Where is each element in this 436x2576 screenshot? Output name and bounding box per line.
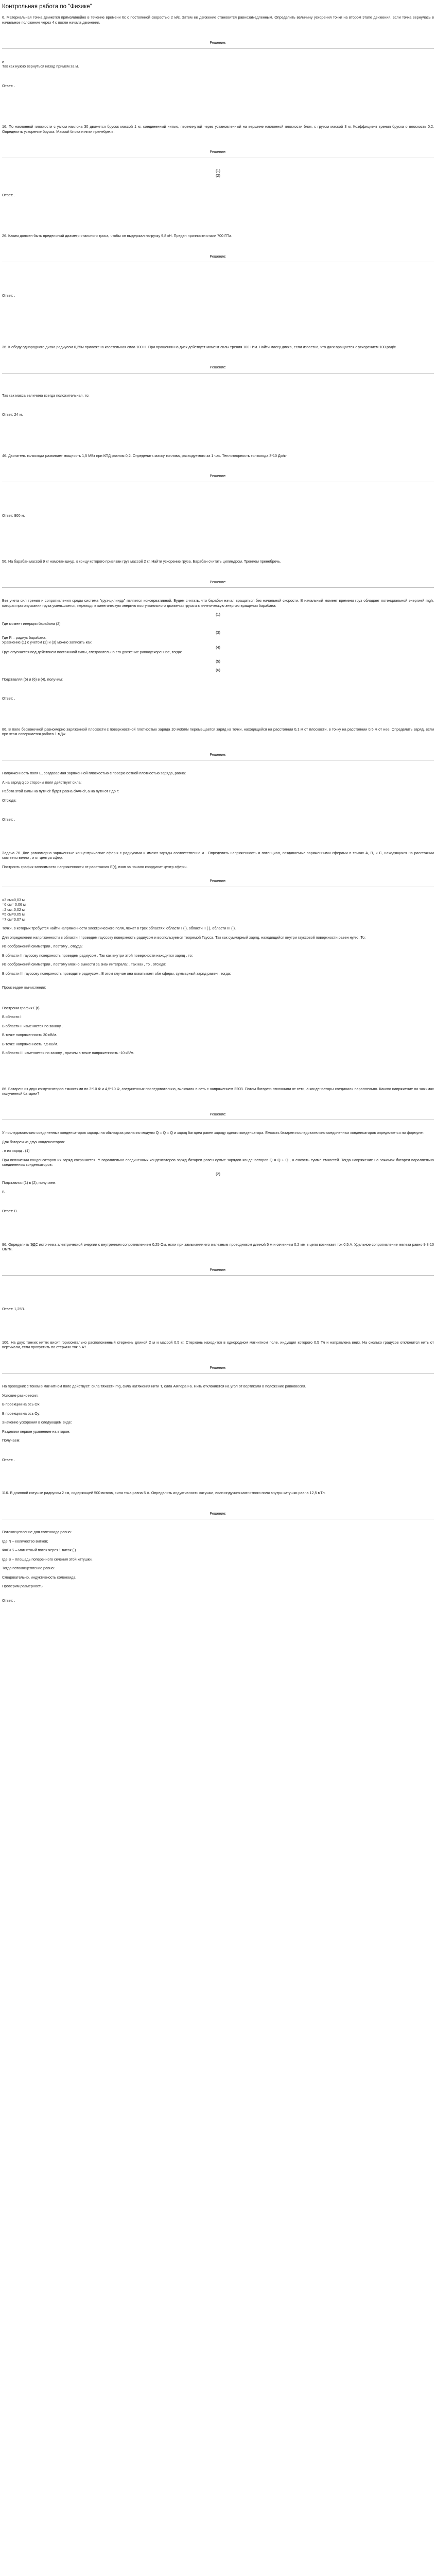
formula-line: (2)	[216, 173, 220, 178]
given-line: =3 см=0,03 м	[2, 897, 25, 902]
decision-label: Решение:	[210, 149, 226, 155]
decision-label: Решение:	[210, 473, 226, 479]
solution-line: А на заряд q со стороны поля действует сила:	[2, 779, 82, 785]
task-36	[2, 345, 434, 417]
answer-text: Ответ: .	[2, 696, 15, 701]
solution-line: В проекции на ось Ox:	[2, 1402, 41, 1407]
task-16	[2, 124, 434, 197]
solution-line: Φ=BⱠS – магнитный поток через 1 виток ( )	[2, 1548, 76, 1553]
given-line: =7 см=0,07 м	[2, 917, 25, 922]
task-text: 106. На двух тонких нитях висит горизонтально расположенный стержень длиной 2 м и массой 0,5 кг. Стержень находится в однородном магнитном поле, индукция которого 0,5 Тл и направлена вниз. На сколько градусов отклонится нить от вертикали, если пропустить по стержню ток 5 А?	[2, 1340, 435, 1350]
decision-label: Решение:	[210, 878, 226, 884]
solution-line: Произведем вычисления:	[2, 985, 46, 990]
solution-line: Получаем:	[2, 1438, 21, 1443]
task-76	[2, 851, 434, 1056]
solution-line: Где момент инерции барабана (2)	[2, 621, 61, 626]
solution-line: Без учета сил трения и сопротивления среды система "груз-цилиндр" является консервативной. Будем считать, что барабан начал вращаться без начальной скорости. В начальный момент времени груз обладает потенциальной энергией mgh, которая при опускании груза уменьшается, переходя в кинетическую энергию поступательного движения груза и в кинетическую энергию вращения барабана:	[2, 598, 435, 608]
formula-line: (1)	[216, 168, 220, 173]
solution-line: В области I:	[2, 1014, 23, 1020]
decision-label: Решение:	[210, 365, 226, 370]
solution-line: На проводник с током в магнитном поле действует: сила тяжести mg, сила натяжения нити T, сила Ампера Fa. Нить отклоняется на угол от вертикали в положение равновесия.	[2, 1384, 306, 1389]
solution-line: При включении конденсаторов их заряд сохраняется. У параллельно соединенных конденсаторов заряд батареи равен сумме зарядов конденсаторов Q = Q + Q , а емкость сумме емкостей. Тогда напряжение на зажимах батареи параллельно соединенных конденсаторов:	[2, 1157, 435, 1167]
solution-line: Подставляя (1) в (2), получаем:	[2, 1180, 57, 1185]
task-text: 116. В длинной катушке радиусом 2 см, содержащей 500 витков, сила тока равна 5 А. Определить индуктивность катушки, если индукция магнитного поля внутри катушки равна 12,5 мТл.	[2, 1490, 326, 1496]
solution-line: Где R – радиус барабана.	[2, 635, 46, 640]
decision-label: Решение:	[210, 579, 226, 584]
given-line: =5 см=0,05 м	[2, 912, 25, 917]
decision-label: Решение:	[210, 40, 226, 45]
answer-text: Ответ: .	[2, 817, 15, 822]
task-text: 56. На барабан массой 9 кг намотан шнур, к концу которого привязан груз массой 2 кг. Найти ускорение груза. Барабан считать цилиндром. Трением пренебречь.	[2, 559, 281, 564]
task-6	[2, 15, 434, 88]
task-text: 96. Определить ЭДС источника электрической энергии с внутренним сопротивлением 0,25 Ом, если при замыкании его железным проводником длиной 5 м и сечением 0,2 мм в цепи возникает ток 0,5 А. Удельное сопротивление железа равно 9,8·10 Ом*м.	[2, 1242, 435, 1252]
decision-label: Решение:	[210, 1267, 226, 1272]
task-text: Задача 76. Две равномерно заряженные концентрические сферы с радиусами и имеют заряды соответственно и . Определить напряженность и потенциал, создаваемые заряженными сферами в точках А, В, и С, находящихся на расстоянии соответственно , и от центра сфер.	[2, 850, 435, 860]
formula-line: (6)	[216, 668, 220, 673]
solution-line: Значение ускорения в следующем виде:	[2, 1420, 72, 1425]
answer-text: Ответ: .	[2, 1598, 15, 1603]
task-text: 36. К ободу однородного диска радиусом 0,25м приложена касательная сила 100 Н. При вращении на диск действует момент силы трения 100 Н*м. Найти массу диска, если известно, что диск вращается с ускорением 100 рад/с .	[2, 344, 398, 349]
solution-line: В точке напряженность 7,5 кВ/м.	[2, 1041, 58, 1046]
solution-line: Отсюда:	[2, 798, 16, 803]
solution-line: В .	[2, 1189, 7, 1194]
solution-line: Построить график зависимости напряженности от расстояния E(r), взяв за начало координат центр сферы.	[2, 864, 188, 869]
given-line: =2 см=0,02 м	[2, 907, 25, 912]
solution-line: Работа этой силы на пути dr будет равна dA=Fdr, а на пути от r до r:	[2, 789, 119, 794]
solution-line: Уравнение (1) с учетом (2) и (3) можно записать как:	[2, 640, 92, 645]
task-106	[2, 1340, 434, 1463]
formula-line: (5)	[216, 658, 220, 664]
solution-line: Из соображений симметрии , поэтому , откуда:	[2, 944, 83, 949]
solution-line: Следовательно, индуктивность соленоида:	[2, 1574, 77, 1580]
formula-line: (3)	[216, 630, 220, 635]
solution-line: Разделим первое уравнение на второе:	[2, 1429, 71, 1434]
solution-line: Подставляя (5) и (6) в (4), получим:	[2, 676, 63, 682]
answer-text: Ответ: .	[2, 293, 15, 298]
divider	[2, 587, 434, 588]
divider	[2, 1275, 434, 1276]
solution-line: Проверим размерность:	[2, 1584, 44, 1589]
task-86-capacitors	[2, 1087, 434, 1214]
solution-line: В проекции на ось Oy:	[2, 1411, 41, 1416]
given-line: =6 см= 0,06 м	[2, 902, 26, 907]
answer-text: Ответ: .	[2, 192, 15, 197]
divider	[2, 48, 434, 49]
solution-line: Построим график E(r).	[2, 1005, 41, 1010]
solution-line: Тогда потокосцепление равно:	[2, 1566, 55, 1571]
decision-label: Решение:	[210, 1365, 226, 1370]
task-46	[2, 453, 434, 518]
divider	[2, 1373, 434, 1374]
solution-line: где N – количество витков;	[2, 1538, 48, 1544]
solution-line: У последовательно соединенных конденсаторов заряды на обкладках равны по модулю Q = Q = Q и заряд батареи равен заряду одного конденсатора. Емкость батареи последовательно соединенных конденсаторов определяется по формуле:	[2, 1130, 424, 1136]
decision-label: Решение:	[210, 1511, 226, 1516]
formula-line: (1)	[216, 612, 220, 617]
task-116	[2, 1490, 434, 1603]
task-26	[2, 233, 434, 298]
solution-line: Так как масса величина всегда положительная, то:	[2, 393, 90, 398]
solution-line: Для определения напряженности в области I проведем гауссову поверхность радиусом и воспользуемся теоремой Гаусса. Так как суммарный заряд, находящийся внутри гауссовой поверхности равен нулю. То:	[2, 935, 366, 940]
solution-line: Условие равновесия:	[2, 1393, 39, 1398]
decision-label: Решение:	[210, 1111, 226, 1116]
solution-line: где S – площадь поперечного сечения этой катушки.	[2, 1556, 93, 1562]
answer-text: Ответ: .	[2, 83, 15, 88]
solution-line: и	[2, 59, 5, 64]
solution-line: Точки, в которых требуется найти напряженности электрического поля, лежат в трех областях: области I ( ), области II ( ), области III ( ).	[2, 926, 236, 931]
solution-line: . в их заряд . (1)	[2, 1148, 30, 1154]
solution-line: Потокосцепление для соленоида равно:	[2, 1530, 72, 1535]
task-text: 16. По наклонной плоскости с углом наклона 30 движется брусок массой 1 кг, соединенный нитью, перекинутой через установленный на вершине наклонной плоскости блок, с грузом массой 3 кг. Коэффициент трения бруска о плоскость 0,2. Определить ускорение бруска. Массой блока и нити пренебречь.	[2, 124, 435, 134]
solution-line: Для батареи из двух конденсаторов:	[2, 1139, 65, 1144]
task-text: 26. Каким должен быть предельный диаметр стального троса, чтобы он выдержал нагрузку 9,8 кН. Предел прочности стали 700 ГПа.	[2, 233, 233, 239]
divider	[2, 373, 434, 374]
solution-line: Напряженность поля Е, создаваемая заряженной плоскостью с поверхностной плотностью заряда, равна:	[2, 771, 186, 776]
decision-label: Решение:	[210, 752, 226, 757]
answer-text: Ответ: 24 кг.	[2, 412, 23, 417]
task-text: 86. В поле бесконечной равномерно заряженной плоскости с поверхностной плотностью заряда 10 мкКл/м перемещается заряд из точки, находящейся на расстоянии 0,1 м от плоскости, в точку на расстоянии 0,5 м от нее. Определить заряд, если при этом совершается работа 1 мДж.	[2, 726, 435, 737]
task-text: 86. Батарею из двух конденсаторов емкостями по 3*10 Ф и 4,5*10 Ф, соединенных последовательно, включили в сеть с напряжением 220В. Потом батарею отключили от сети, а конденсаторы соединили параллельно. Каково напряжение на зажимах полученной батареи?	[2, 1086, 435, 1096]
solution-line: В области II изменяется по закону .	[2, 1023, 63, 1028]
answer-text: Ответ: .	[2, 1457, 15, 1462]
answer-text: Ответ: В.	[2, 1209, 18, 1214]
decision-label: Решение:	[210, 253, 226, 259]
solution-line: Из соображений симметрии , поэтому можно вынести за знак интеграла: . Так как , то , отсюда:	[2, 962, 166, 967]
task-text: 6. Материальная точка движется прямолинейно в течение времени 6с с постоянной скоростью 2 м/с. Затем ее движение становится равнозамедленным. Определить величину ускорения точки на втором этапе движения, если точка вернулась в начальное положение через 4 с после начала движения.	[2, 15, 435, 25]
task-96	[2, 1242, 434, 1312]
solution-line: В области II гауссову поверхность проведем радиусом . Так как внутри этой поверхности находится заряд , то:	[2, 953, 193, 958]
answer-text: Ответ: 1,25В.	[2, 1307, 25, 1312]
solution-line: Так как нужно вернуться назад примем за м.	[2, 64, 79, 69]
formula-line: (4)	[216, 645, 220, 650]
solution-line: В области III гауссову поверхность проводите радиусом . В этом случае она охватывает обе сферы, суммарный заряд равен , тогда:	[2, 971, 231, 976]
task-86-plane	[2, 727, 434, 822]
task-56	[2, 559, 434, 701]
answer-text: Ответ: 900 кг.	[2, 513, 25, 518]
task-text: 46. Двигатель толкохода развивает мощность 1,5 МВт при КПД равном 0,2. Определить массу топлива, расходуемого за 1 час. Теплотворность толкохода 3*10 Дж/кг.	[2, 453, 288, 458]
solution-line: В точке напряженность 30 кВ/м.	[2, 1032, 57, 1038]
page-title: Контрольная работа по "Физике"	[2, 4, 92, 10]
solution-line: В области III изменяется по закону , причем в точке напряженность -10 кВ/м.	[2, 1050, 134, 1056]
solution-line: Груз опускается под действием постоянной силы, следовательно его движение равноускоренное, тогда:	[2, 650, 182, 655]
formula-line: (2)	[216, 1171, 220, 1176]
